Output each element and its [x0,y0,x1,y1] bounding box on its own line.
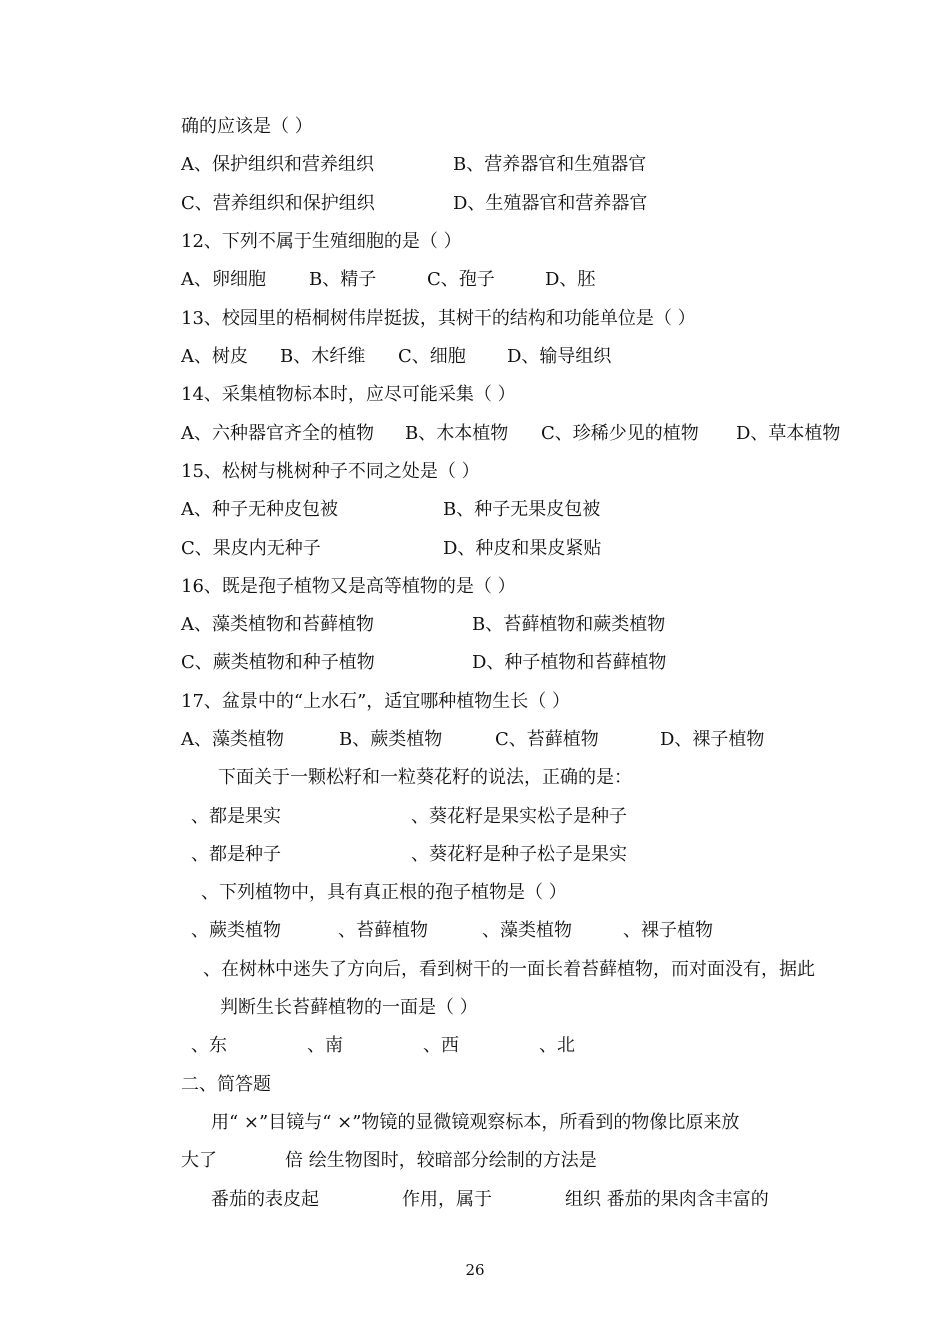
question-text: 、在树林中迷失了方向后，看到树干的一面长着苔藓植物，而对面没有，据此 [203,959,815,980]
option-b: 、南 [307,1035,343,1056]
question-text: 判断生长苔藓植物的一面是（ ） [220,997,478,1018]
option-d: D、草本植物 [736,423,841,444]
option-a: 、东 [191,1035,227,1056]
option-b: 、葵花籽是果实松子是种子 [411,806,627,827]
option-c: C、珍稀少见的植物 [541,423,699,444]
option-b: B、种子无果皮包被 [443,499,601,520]
question-text: 组织 番茄的果肉含丰富的 [565,1189,769,1210]
question-text: 大了 [181,1150,217,1171]
question-text: 作用，属于 [402,1189,492,1210]
option-c: 、西 [423,1035,459,1056]
option-c: C、果皮内无种子 [181,538,321,559]
option-a: A、藻类植物和苔藓植物 [181,614,374,635]
question-text: 14、采集植物标本时，应尽可能采集（ ） [181,384,516,405]
option-d: D、裸子植物 [660,729,765,750]
option-c: C、营养组织和保护组织 [181,193,375,214]
option-a: A、藻类植物 [181,729,284,750]
option-d: D、输导组织 [507,346,612,367]
option-d: D、种皮和果皮紧贴 [443,538,602,559]
question-text: 、下列植物中，具有真正根的孢子植物是（ ） [201,882,567,903]
question-text: 17、盆景中的“上水石”，适宜哪种植物生长（ ） [181,691,571,712]
option-d: D、胚 [545,269,596,290]
question-text: 13、校园里的梧桐树伟岸挺拔，其树干的结构和功能单位是（ ） [181,308,696,329]
option-b: B、营养器官和生殖器官 [453,154,647,175]
option-d: 、裸子植物 [623,920,713,941]
option-b: B、精子 [309,269,377,290]
option-a: A、种子无种皮包被 [181,499,338,520]
question-text: 番茄的表皮起 [211,1189,319,1210]
option-b: B、木纤维 [280,346,366,367]
option-a: 、都是果实 [191,806,281,827]
option-c: 、都是种子 [191,844,281,865]
option-b: B、蕨类植物 [339,729,443,750]
section-title: 二、简答题 [181,1074,271,1095]
option-c: C、孢子 [427,269,495,290]
option-c: C、苔藓植物 [495,729,599,750]
line-text: 确的应该是（ ） [181,116,313,137]
option-c: C、细胞 [398,346,466,367]
option-c: 、藻类植物 [482,920,572,941]
question-text: 倍 绘生物图时，较暗部分绘制的方法是 [285,1150,597,1171]
question-text: 12、下列不属于生殖细胞的是（ ） [181,231,462,252]
option-a: 、蕨类植物 [191,920,281,941]
option-d: 、北 [539,1035,575,1056]
question-text: 下面关于一颗松籽和一粒葵花籽的说法，正确的是： [218,767,632,788]
option-a: A、保护组织和营养组织 [181,154,374,175]
page-number: 26 [465,1261,485,1279]
option-a: A、卵细胞 [181,269,266,290]
option-d: 、葵花籽是种子松子是果实 [411,844,627,865]
option-a: A、树皮 [181,346,248,367]
option-d: D、生殖器官和营养器官 [453,193,648,214]
question-text: 16、既是孢子植物又是高等植物的是（ ） [181,576,516,597]
option-b: 、苔藓植物 [338,920,428,941]
option-b: B、苔藓植物和蕨类植物 [472,614,666,635]
option-b: B、木本植物 [405,423,509,444]
option-c: C、蕨类植物和种子植物 [181,652,375,673]
option-d: D、种子植物和苔藓植物 [472,652,667,673]
question-text: 15、松树与桃树种子不同之处是（ ） [181,461,480,482]
option-a: A、六种器官齐全的植物 [181,423,374,444]
question-text: 用“ ×”目镜与“ ×”物镜的显微镜观察标本，所看到的物像比原来放 [211,1112,740,1133]
